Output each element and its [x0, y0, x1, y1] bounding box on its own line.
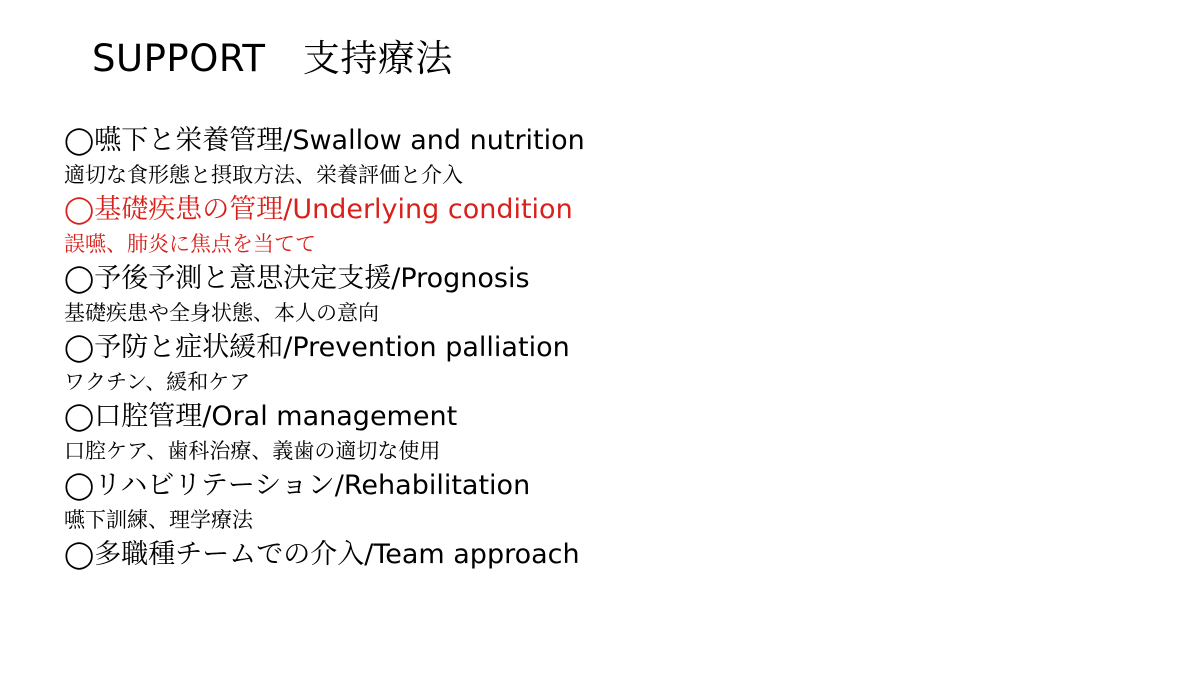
support-list [64, 124, 1164, 572]
item-detail: 口腔ケア、歯科治療、義歯の適切な使用 [64, 439, 441, 463]
item-detail: ワクチン、緩和ケア [64, 370, 251, 394]
list-item-prevention-palliation [64, 331, 1164, 400]
item-detail: 誤嚥、肺炎に焦点を当てて [64, 232, 316, 256]
item-heading: ◯予防と症状緩和/Prevention palliation [64, 332, 570, 363]
item-heading: ◯予後予測と意思決定支援/Prognosis [64, 263, 530, 294]
list-item-team-approach [64, 538, 1164, 572]
list-item-underlying-condition [64, 193, 1164, 262]
item-detail: 適切な食形態と摂取方法、栄養評価と介入 [64, 163, 463, 187]
item-heading: ◯リハビリテーション/Rehabilitation [64, 470, 531, 501]
item-heading: ◯基礎疾患の管理/Underlying condition [64, 194, 573, 225]
item-heading: ◯口腔管理/Oral management [64, 401, 458, 432]
item-heading: ◯嚥下と栄養管理/Swallow and nutrition [64, 125, 585, 156]
list-item-swallow-nutrition [64, 124, 1164, 193]
item-heading: ◯多職種チームでの介入/Team approach [64, 539, 580, 570]
list-item-rehabilitation [64, 469, 1164, 538]
list-item-prognosis [64, 262, 1164, 331]
item-detail: 基礎疾患や全身状態、本人の意向 [64, 301, 379, 325]
item-detail: 嚥下訓練、理学療法 [64, 508, 253, 532]
list-item-oral-management [64, 400, 1164, 469]
slide-title: SUPPORT 支持療法 [92, 37, 453, 80]
